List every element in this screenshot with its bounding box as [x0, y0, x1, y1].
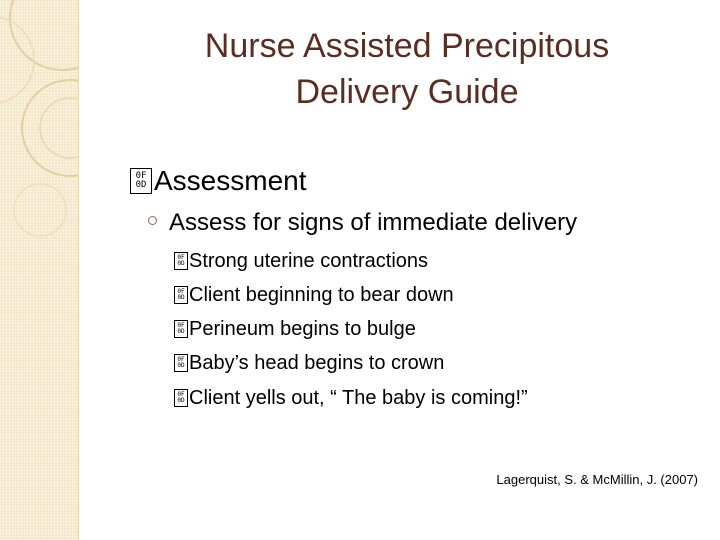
- missing-glyph-bullet-icon: 0F 0D: [174, 320, 188, 338]
- missing-glyph-bullet-icon: 0F 0D: [130, 168, 152, 194]
- list-item: [174, 350, 444, 376]
- bullet-level2-assess: [148, 208, 577, 238]
- list-item-text: Client beginning to bear down: [189, 284, 454, 306]
- list-item: [174, 248, 428, 274]
- missing-glyph-bullet-icon: 0F 0D: [174, 286, 188, 304]
- citation: Lagerquist, S. & McMillin, J. (2007): [496, 472, 698, 487]
- bullet-level2-text: Assess for signs of immediate delivery: [169, 209, 578, 236]
- list-item: [174, 316, 416, 342]
- list-item-text: Baby’s head begins to crown: [189, 352, 445, 374]
- bullet-level1-text: Assessment: [154, 165, 307, 196]
- list-item: [174, 385, 528, 411]
- missing-glyph-bullet-icon: 0F 0D: [174, 389, 188, 407]
- slide-title-line-1: Nurse Assisted Precipitous: [204, 27, 610, 65]
- decorative-rings-icon: [0, 0, 78, 540]
- list-item: [174, 282, 454, 308]
- hollow-circle-bullet-icon: [148, 216, 157, 225]
- list-item-text: Client yells out, “ The baby is coming!”: [189, 387, 528, 409]
- missing-glyph-bullet-icon: 0F 0D: [174, 252, 188, 270]
- list-item-text: Strong uterine contractions: [189, 250, 429, 272]
- missing-glyph-bullet-icon: 0F 0D: [174, 354, 188, 372]
- bullet-level1-assessment: [130, 164, 307, 198]
- slide-title-line-2: Delivery Guide: [295, 73, 519, 111]
- list-item-text: Perineum begins to bulge: [189, 318, 416, 340]
- decorative-side-panel: [0, 0, 79, 540]
